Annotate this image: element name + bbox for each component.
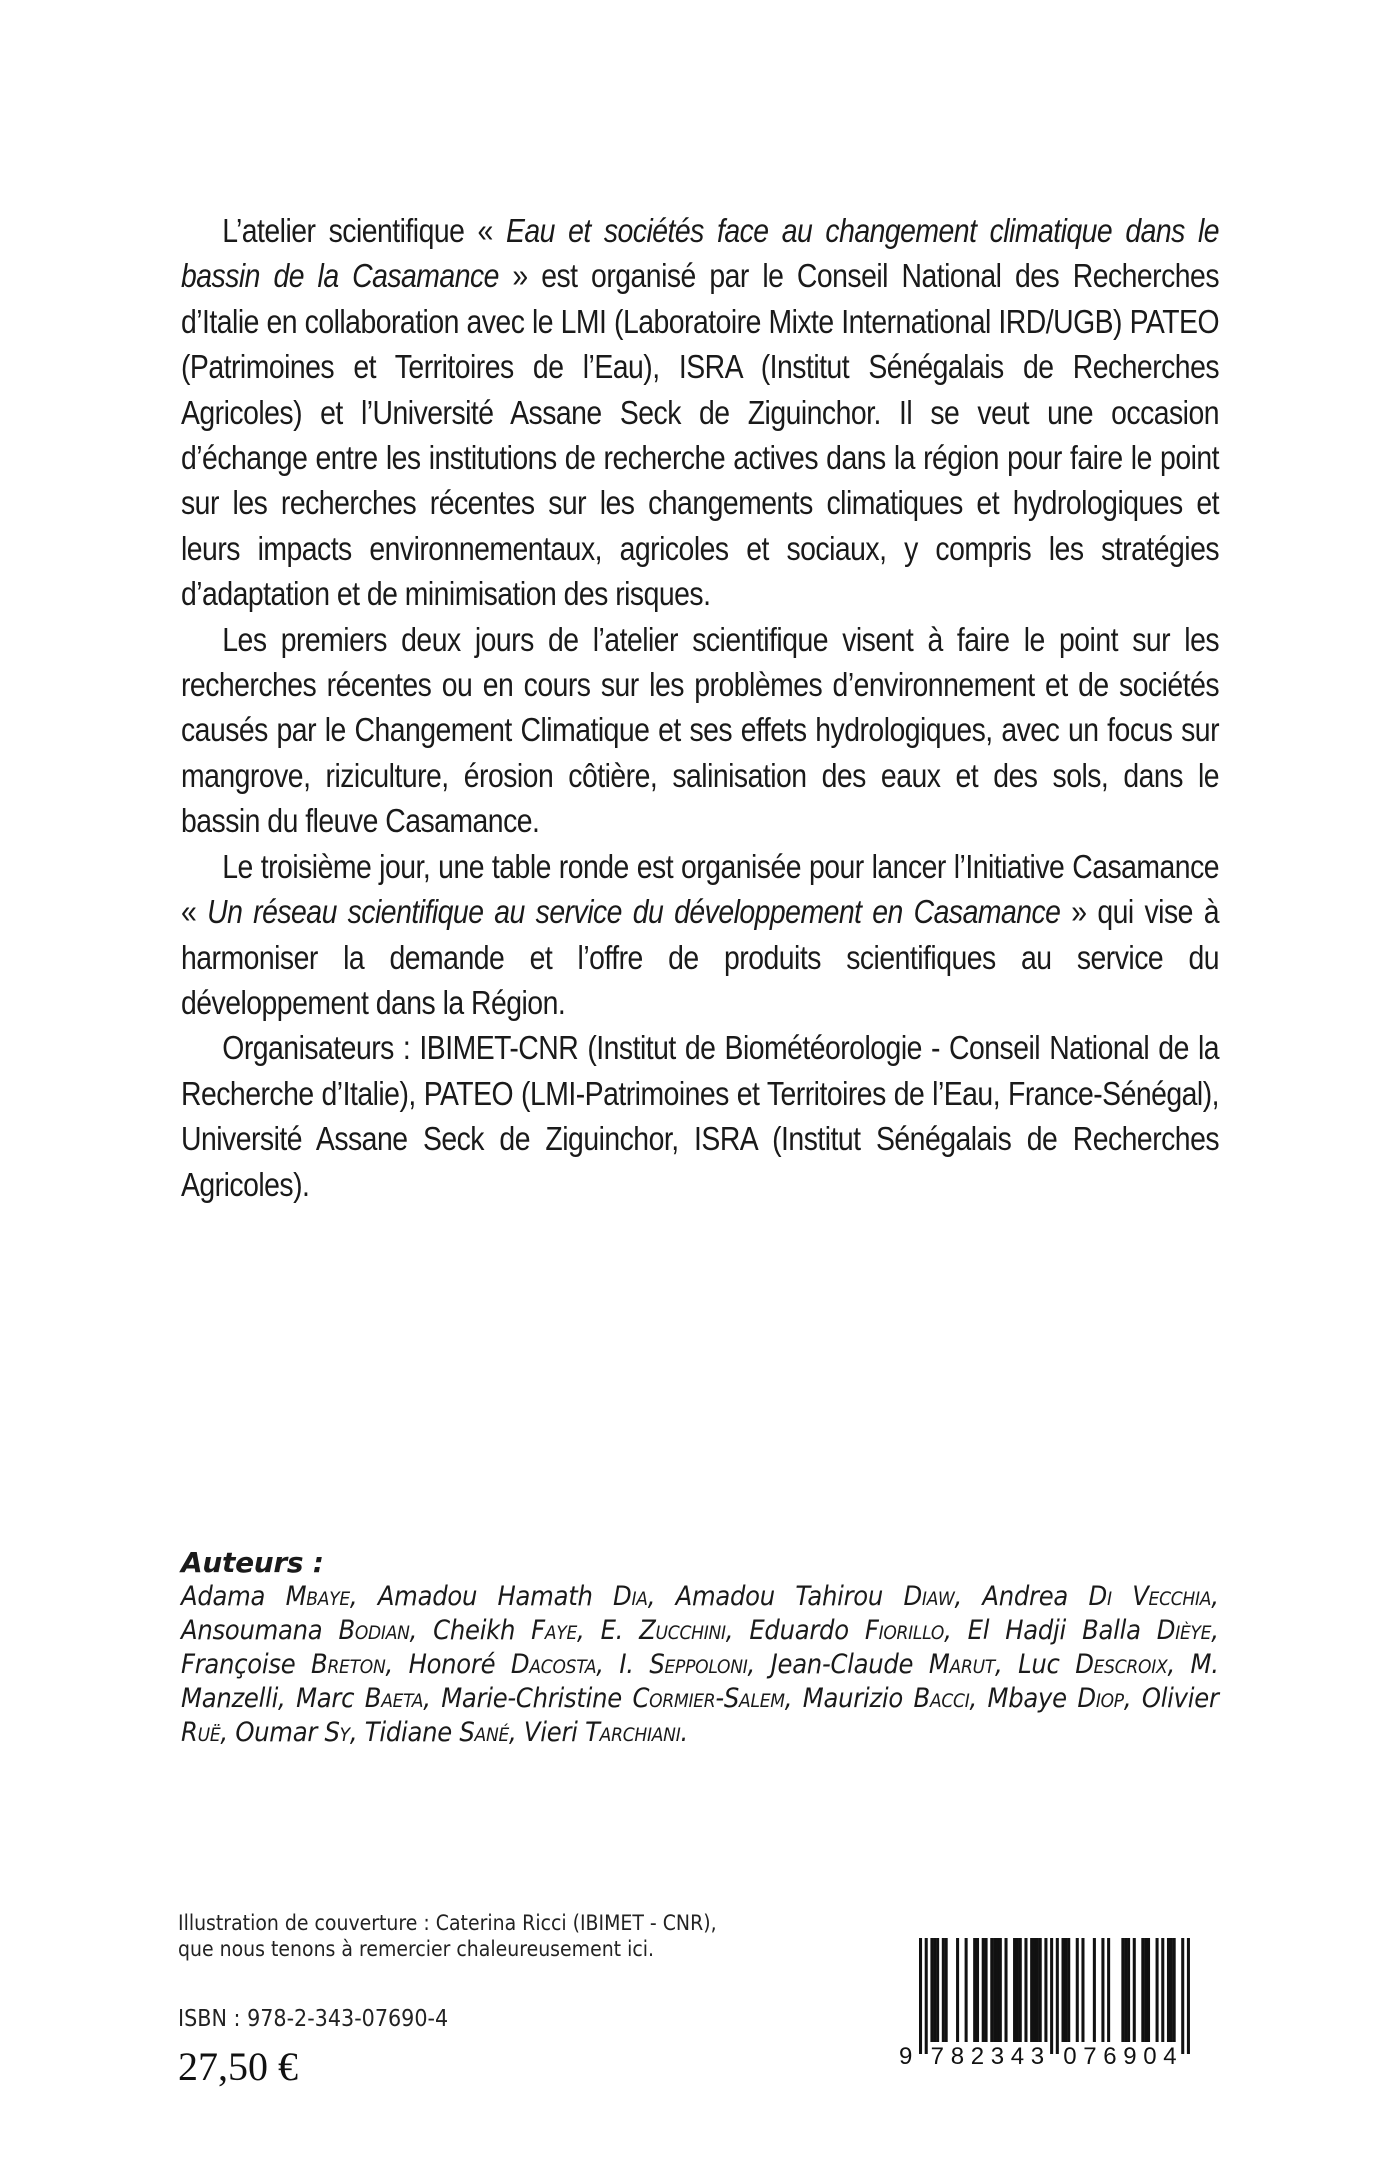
cover-illustration-credit (178, 1910, 717, 1962)
author-name: E. Zucchini (600, 1615, 726, 1646)
summary-paragraph-1 (181, 208, 1219, 617)
author-name: Vieri Tarchiani (523, 1717, 681, 1748)
svg-text:0 7 6 9 0 4: 0 7 6 9 0 4 (1063, 2043, 1177, 2068)
summary-paragraph-2 (181, 617, 1219, 844)
price: 27,50 € (178, 2044, 298, 2089)
text-run: Les premiers deux jours de l’atelier scientifique visent à faire le point sur les recherches récentes ou en cours sur les problèmes d’environnement et de sociétés causés par le Changement Climatique et ses effets hydrologiques, avec un focus sur mangrove, riziculture, érosion côtière, salinisation des eaux et des sols, dans le bassin du fleuve Casamance. (181, 620, 1220, 840)
italic-title: Un réseau scientifique au service du développement en Casamance (207, 893, 1061, 931)
isbn: ISBN : 978-2-343-07690-4 (178, 2006, 449, 2032)
summary-paragraph-3 (181, 844, 1219, 1026)
author-name: Andrea Di Vecchia (982, 1581, 1212, 1612)
author-name: El Hadji Balla Dièye (967, 1615, 1212, 1646)
svg-text:7 8 2 3 4 3: 7 8 2 3 4 3 (930, 2043, 1045, 2068)
summary-paragraph-4 (181, 1025, 1219, 1207)
isbn-barcode (893, 1938, 1213, 2068)
author-name: Jean-Claude Marut (770, 1649, 995, 1680)
text-run: L’atelier scientifique « (222, 212, 506, 249)
author-name: Ansoumana Bodian (181, 1615, 410, 1646)
author-name: Honoré Dacosta (408, 1649, 597, 1680)
svg-text:9: 9 (899, 2043, 913, 2068)
author-name: Amadou Tahirou Diaw (675, 1581, 955, 1612)
credit-line-2: que nous tenons à remercier chaleureusement ici. (178, 1937, 655, 1961)
text-run: » est organisé par le Conseil National des Recherches d’Italie en collaboration avec le LMI (Laboratoire Mixte International IRD/UGB) PATEO (Patrimoines et Territoires de l’Eau), ISRA (Institut Sénégalais de Recherches Agricoles) et l’Université Assane Seck de Ziguinchor. Il se veut une occasion d’échange entre les institutions de recherche actives dans la région pour faire le point sur les recherches récentes sur les changements climatiques et hydrologiques et leurs impacts environnementaux, agricoles et sociaux, y compris les stratégies d’adaptation et de minimisation des risques. (181, 257, 1220, 613)
barcode-icon (893, 1938, 1213, 2068)
author-name: Françoise Breton (181, 1649, 386, 1680)
author-name: Oumar Sy (235, 1717, 350, 1748)
text-run: Organisateurs : IBIMET-CNR (Institut de Biométéorologie - Conseil National de la Recherche d’Italie), PATEO (LMI-Patrimoines et Territoires de l’Eau, France-Sénégal), Université Assane Seck de Ziguinchor, ISRA (Institut Sénégalais de Recherches Agricoles). (181, 1029, 1220, 1203)
summary-text (181, 208, 1219, 1207)
author-name: Marie-Christine Cormier-Salem (441, 1683, 785, 1714)
author-name: I. Seppoloni (619, 1649, 748, 1680)
author-name: Cheikh Faye (433, 1615, 578, 1646)
author-name: Marc Baeta (296, 1683, 424, 1714)
author-name: Mbaye Diop (987, 1683, 1124, 1714)
author-name: Olivier Ruë (181, 1683, 1219, 1748)
authors-list: Adama Mbaye, Amadou Hamath Dia, Amadou Tahirou Diaw, Andrea Di Vecchia, Ansoumana Bodian, Cheikh Faye, E. Zucchini, Eduardo Fiorillo, El Hadji Balla Dièye, Françoise Breton, Honoré Dacosta, I. Seppoloni, Jean-Claude Marut, Luc Descroix, M. Manzelli, Marc Baeta, Marie-Christine Cormier-Salem, Maurizio Bacci, Mbaye Diop, Olivier Ruë, Oumar Sy, Tidiane Sané, Vieri Tarchiani. (181, 1581, 1219, 1748)
authors-heading: Auteurs : (181, 1546, 324, 1579)
credit-line-1: Illustration de couverture : Caterina Ricci (IBIMET - CNR), (178, 1911, 717, 1935)
author-name: Eduardo Fiorillo (749, 1615, 945, 1646)
author-name: M. Manzelli (181, 1649, 1219, 1714)
author-name: Luc Descroix (1018, 1649, 1168, 1680)
author-name: Amadou Hamath Dia (377, 1581, 648, 1612)
text-run: Le troisième jour, une table ronde est organisée pour lancer l’Initiative Casamance « (181, 847, 1220, 931)
author-name: Maurizio Bacci (802, 1683, 970, 1714)
author-name: Adama Mbaye (181, 1581, 350, 1612)
authors-section (181, 1546, 1219, 1750)
italic-title: Eau et sociétés face au changement climatique dans le bassin de la Casamance (181, 212, 1220, 295)
text-run: » qui vise à harmoniser la demande et l’offre de produits scientifiques au service du développement dans la Région. (181, 893, 1220, 1021)
author-name: Tidiane Sané (364, 1717, 510, 1748)
